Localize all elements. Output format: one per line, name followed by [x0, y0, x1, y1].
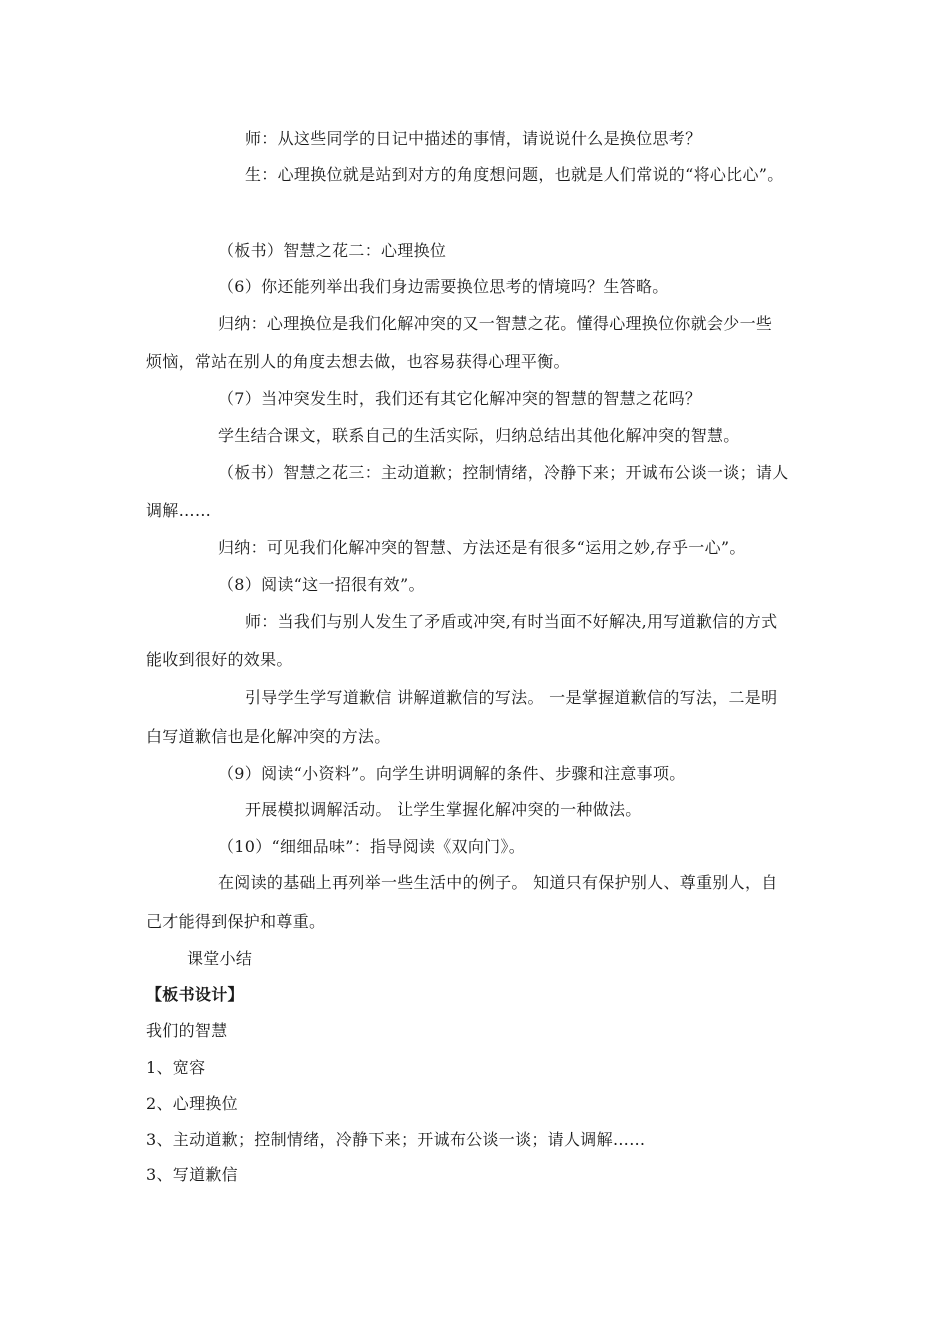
class-summary-heading: 课堂小结	[187, 949, 253, 968]
mediation-activity-line: 开展模拟调解活动。 让学生掌握化解冲突的一种做法。	[245, 800, 642, 819]
summary-line-3: 归纳：可见我们化解冲突的智慧、方法还是有很多“运用之妙,存乎一心”。	[218, 538, 746, 557]
teacher-question-line: 师：从这些同学的日记中描述的事情，请说说什么是换位思考？	[245, 129, 702, 148]
examples-line-cont: 己才能得到保护和尊重。	[146, 912, 326, 931]
step-8-line: （8）阅读“这一招很有效”。	[218, 575, 425, 594]
board-item-2: 2、心理换位	[146, 1094, 238, 1113]
summary-line-1: 归纳：心理换位是我们化解冲突的又一智慧之花。懂得心理换位你就会少一些	[218, 314, 773, 333]
step-7-line: （7）当冲突发生时，我们还有其它化解冲突的智慧的智慧之花吗？	[218, 389, 702, 408]
guide-letter-line: 引导学生学写道歉信 讲解道歉信的写法。 一是掌握道歉信的写法，二是明	[245, 688, 778, 707]
board-note-flower-three-cont: 调解……	[146, 501, 212, 520]
step-9-line: （9）阅读“小资料”。向学生讲明调解的条件、步骤和注意事项。	[218, 764, 686, 783]
board-item-3: 3、主动道歉；控制情绪，冷静下来；开诚布公谈一谈；请人调解……	[146, 1130, 646, 1149]
board-note-flower-three: （板书）智慧之花三：主动道歉；控制情绪，冷静下来；开诚布公谈一谈；请人	[218, 463, 789, 482]
guide-letter-line-cont: 白写道歉信也是化解冲突的方法。	[146, 727, 391, 746]
step-10-line: （10）“细细品味”：指导阅读《双向门》。	[218, 837, 526, 856]
board-item-4: 3、写道歉信	[146, 1165, 238, 1184]
teacher-apology-line: 师：当我们与别人发生了矛盾或冲突,有时当面不好解决,用写道歉信的方式	[245, 612, 778, 631]
teacher-apology-line-cont: 能收到很好的效果。	[146, 650, 293, 669]
step-6-line: （6）你还能列举出我们身边需要换位思考的情境吗？生答略。	[218, 277, 669, 296]
board-item-1: 1、宽容	[146, 1058, 206, 1077]
board-note-flower-two: （板书）智慧之花二：心理换位	[218, 241, 447, 260]
summary-line-2: 烦恼，常站在别人的角度去想去做，也容易获得心理平衡。	[146, 352, 570, 371]
board-design-heading: 【板书设计】	[146, 985, 244, 1004]
student-answer-line: 生：心理换位就是站到对方的角度想问题，也就是人们常说的“将心比心”。	[245, 165, 784, 184]
student-summary-line: 学生结合课文，联系自己的生活实际，归纳总结出其他化解冲突的智慧。	[218, 426, 740, 445]
board-design-title: 我们的智慧	[146, 1021, 228, 1040]
examples-line: 在阅读的基础上再列举一些生活中的例子。 知道只有保护别人、尊重别人，自	[218, 873, 778, 892]
